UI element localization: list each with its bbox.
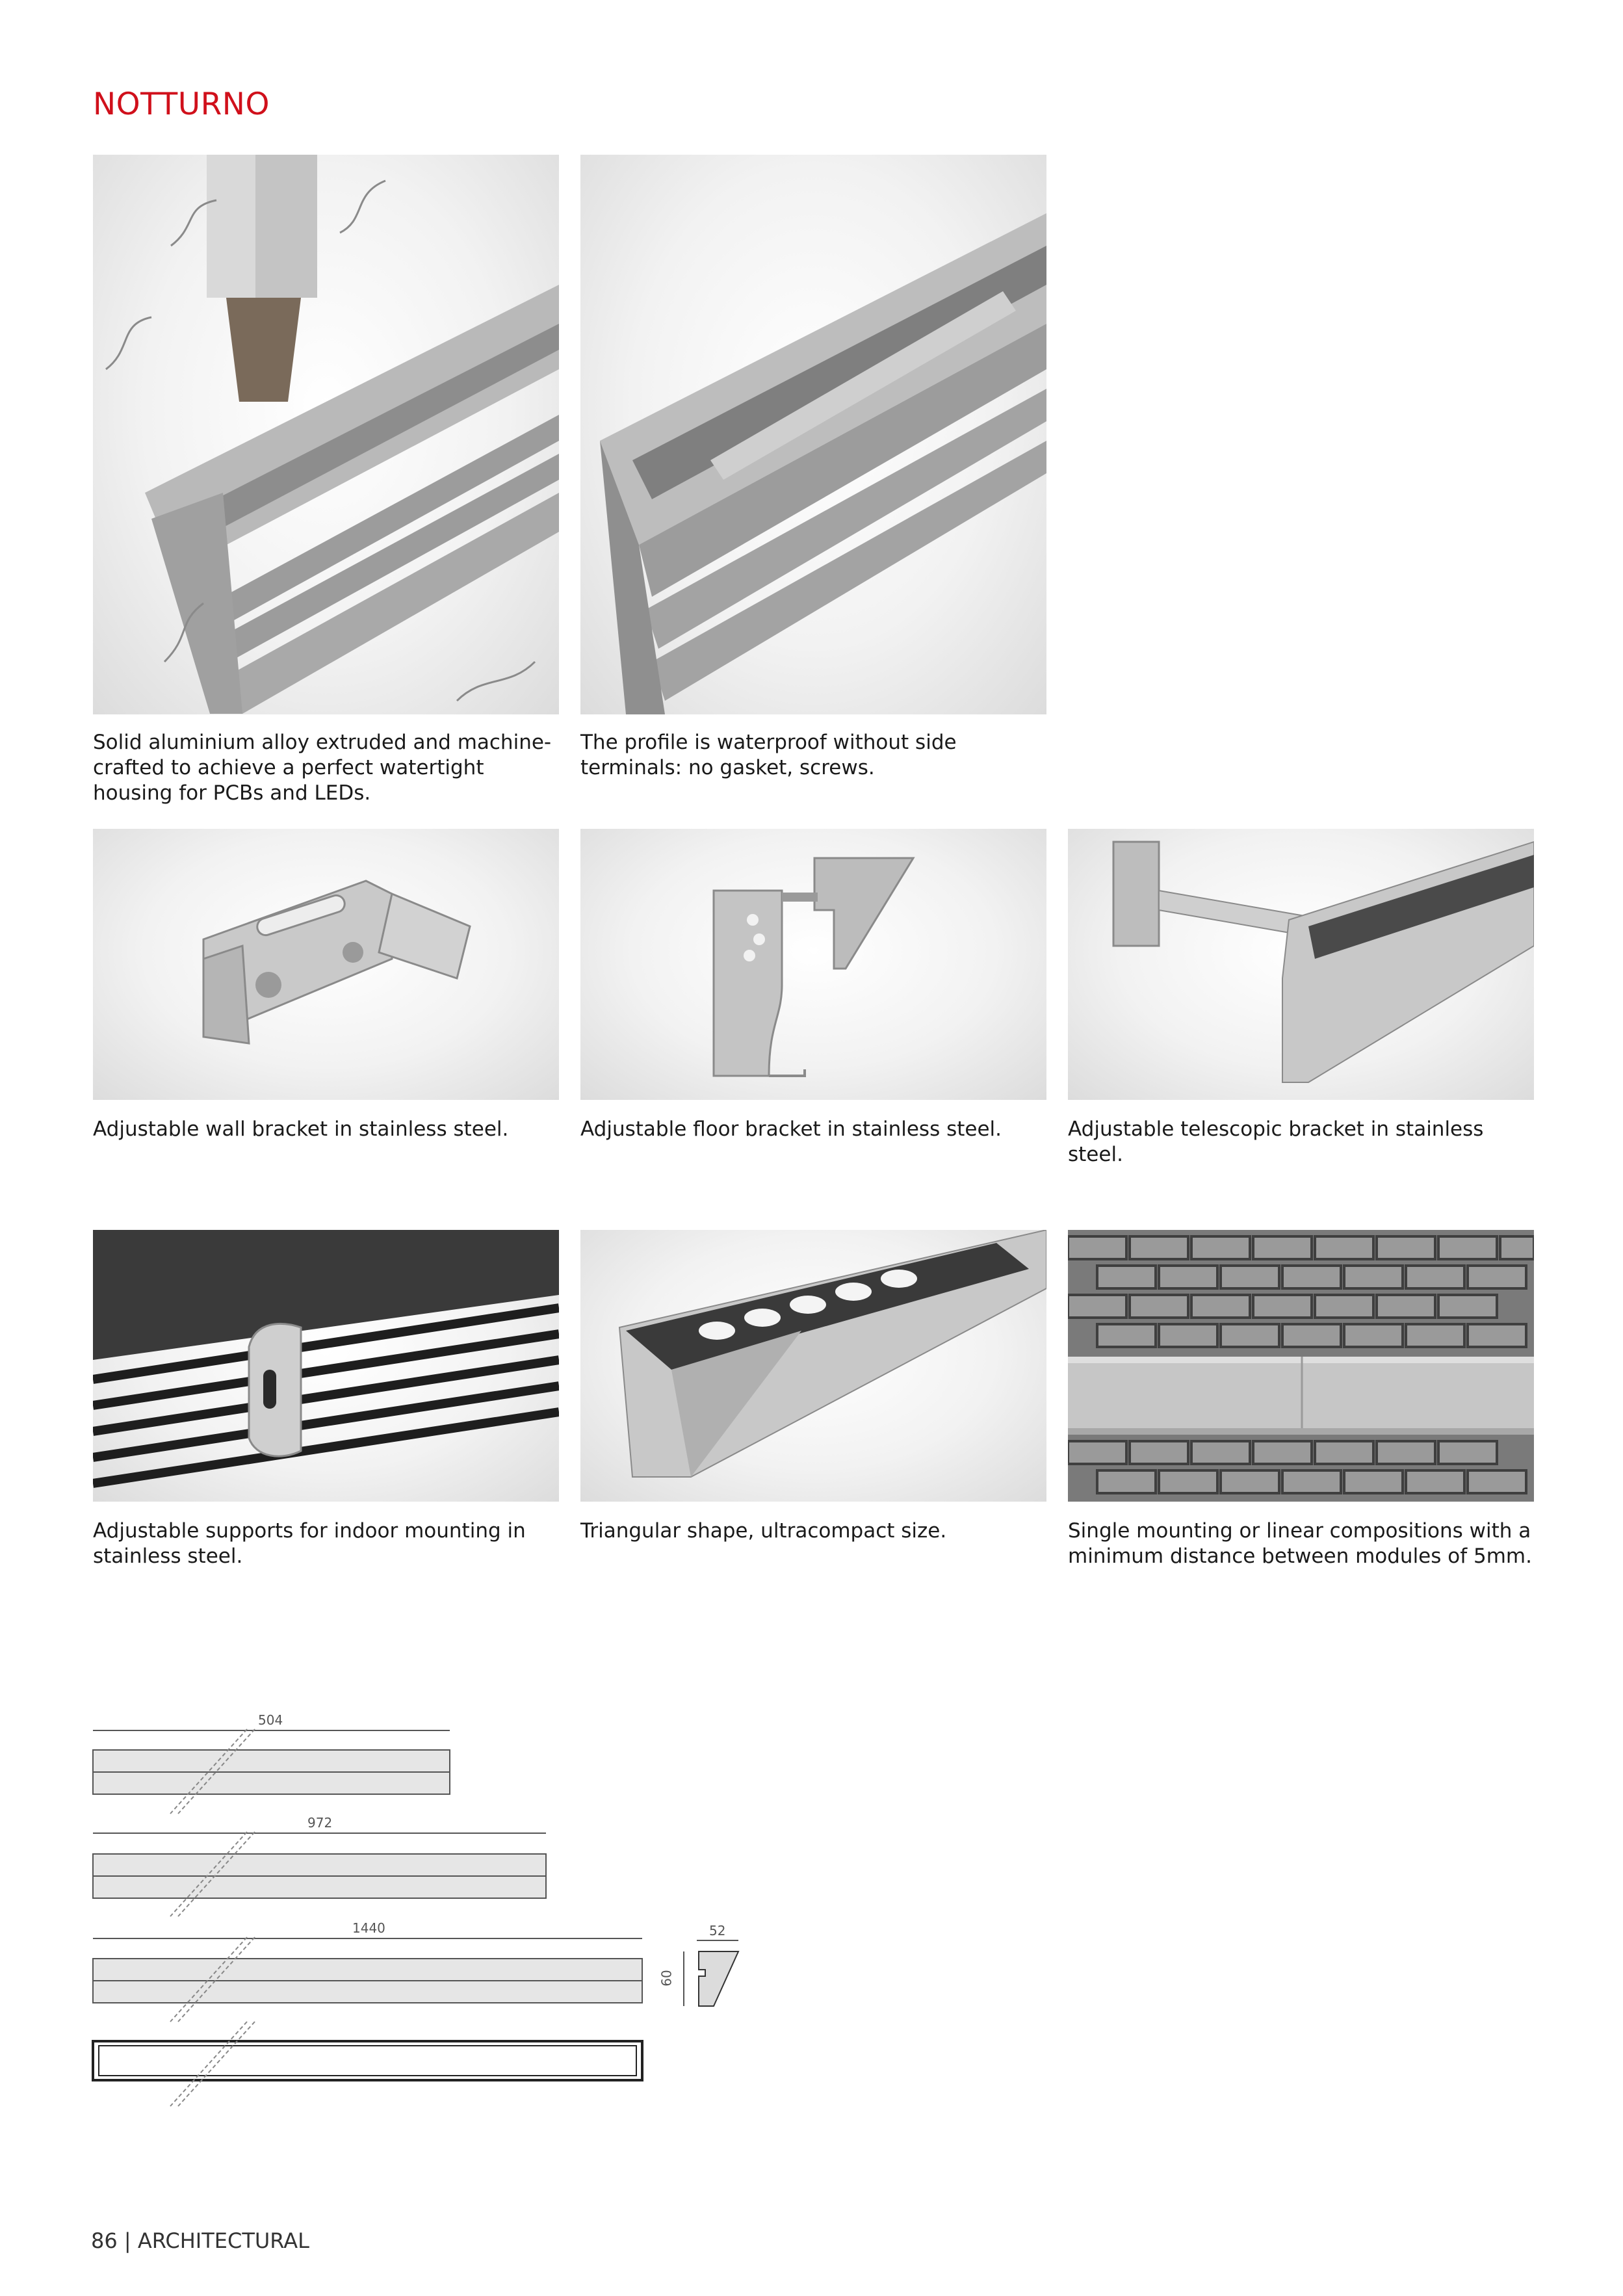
caption-linear-compositions: Single mounting or linear compositions with a minimum distance between modules of 5mm. <box>1068 1519 1532 1568</box>
label-height: 60 <box>658 1970 675 1987</box>
label-width: 52 <box>709 1923 726 1938</box>
caption-indoor-supports: Adjustable supports for indoor mounting in stainless steel. <box>93 1519 526 1568</box>
label-length-972: 972 <box>307 1815 333 1831</box>
caption-telescopic-bracket: Adjustable telescopic bracket in stainless steel. <box>1068 1117 1484 1166</box>
label-length-504: 504 <box>258 1712 283 1728</box>
profile-section <box>699 1951 738 2006</box>
caption-floor-bracket: Adjustable floor bracket in stainless steel. <box>580 1117 1002 1141</box>
label-length-1440: 1440 <box>352 1920 385 1936</box>
caption-triangular-shape: Triangular shape, ultracompact size. <box>580 1519 947 1543</box>
page-footer: 86 | ARCHITECTURAL <box>91 2228 309 2253</box>
page-title: NOTTURNO <box>93 86 270 122</box>
caption-waterproof: The profile is waterproof without side terminals: no gasket, screws. <box>580 731 957 779</box>
caption-machining: Solid aluminium alloy extruded and machine-crafted to achieve a perfect watertight housing for PCBs and LEDs. <box>93 731 552 805</box>
caption-wall-bracket: Adjustable wall bracket in stainless steel. <box>93 1117 509 1141</box>
module-bottom-view <box>93 2041 642 2080</box>
